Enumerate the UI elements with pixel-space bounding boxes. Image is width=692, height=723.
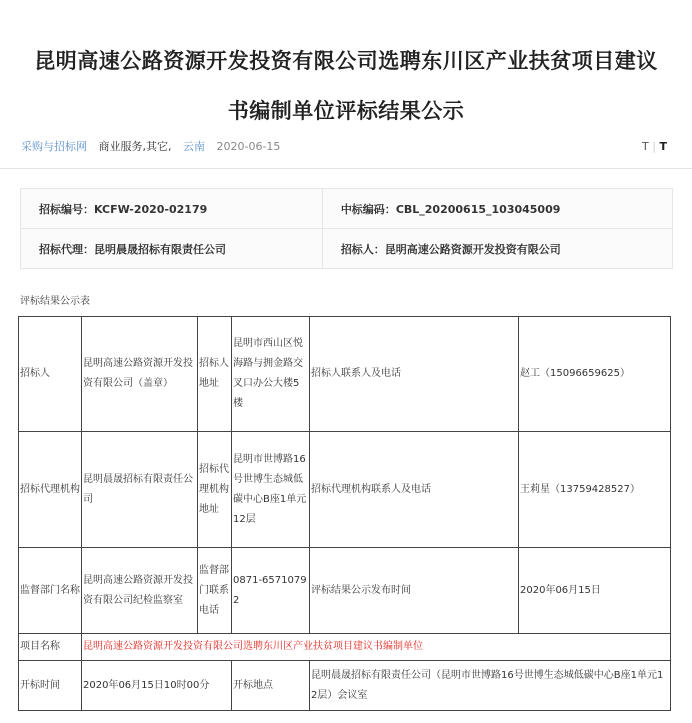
table-cell: 开标时间 [19,661,82,711]
bid-number-cell [21,189,323,229]
article-title-line1: 昆明高速公路资源开发投资有限公司选聘东川区产业扶贫项目建议 [34,49,658,73]
tenderer-name: 昆明高速公路资源开发投资有限公司 [384,242,561,256]
font-size-toggle [642,134,667,160]
bid-number-label: 招标编号： [39,202,94,216]
table-cell: 0871-65710792 [232,548,310,634]
agent-name: 昆明晨晟招标有限责任公司 [94,242,226,256]
table-cell: 招标人 [19,317,82,432]
table-cell: 开标地点 [232,661,310,711]
info-row [21,229,673,269]
header-divider [0,168,692,169]
table-row [19,661,671,711]
table-cell: 昆明市世博路16号世博生态城低碳中心B座1单元12层 [232,432,310,548]
table-cell: 监督部门联系电话 [198,548,232,634]
table-cell: 招标代理机构联系人及电话 [310,432,519,548]
font-small-button[interactable]: T [642,140,649,153]
table-cell: 招标人联系人及电话 [310,317,519,432]
table-cell: 招标人地址 [198,317,232,432]
table-row [19,432,671,548]
table-cell: 2020年06月15日 [519,548,671,634]
table-cell: 昆明晨晟招标有限责任公司（昆明市世博路16号世博生态城低碳中心B座1单元12层）会议室 [310,661,671,711]
agent-cell [21,229,323,269]
font-size-separator: | [652,140,656,153]
region-link[interactable]: 云南 [183,140,205,153]
win-code-label: 中标编码： [340,202,396,216]
bid-number: KCFW-2020-02179 [94,202,208,216]
table-cell: 昆明高速公路资源开发投资有限公司（盖章） [82,317,198,432]
table-cell: 项目名称 [19,634,82,661]
table-cell: 昆明高速公路资源开发投资有限公司纪检监察室 [82,548,198,634]
agent-label: 招标代理： [39,242,94,256]
category-text: 商业服务,其它, [98,140,172,153]
tenderer-cell [322,229,672,269]
table-cell: 王莉星（13759428527） [519,432,671,548]
info-table [20,188,673,269]
section-label: 评标结果公示表 [20,296,90,307]
result-table [18,316,671,711]
article-meta [21,134,671,160]
table-cell: 昆明市西山区悦海路与拥金路交叉口办公大楼5楼 [232,317,310,432]
table-row [19,317,671,432]
table-row [19,634,671,661]
publish-date: 2020-06-15 [216,140,281,153]
win-code: CBL_20200615_103045009 [395,202,561,216]
font-large-button[interactable]: T [659,140,667,153]
table-cell: 招标代理机构地址 [198,432,232,548]
info-row [21,189,673,229]
table-cell: 评标结果公示发布时间 [310,548,519,634]
table-cell: 昆明晨晟招标有限责任公司 [82,432,198,548]
table-cell: 招标代理机构 [19,432,82,548]
article-title [0,36,692,136]
article-title-line2: 书编制单位评标结果公示 [227,99,465,123]
project-name-cell: 昆明高速公路资源开发投资有限公司选聘东川区产业扶贫项目建议书编制单位 [82,634,671,661]
table-row [19,548,671,634]
tenderer-label: 招标人： [340,242,385,256]
table-cell: 监督部门名称 [19,548,82,634]
win-code-cell [322,189,672,229]
source-link[interactable]: 采购与招标网 [21,140,87,153]
table-cell: 2020年06月15日10时00分 [82,661,232,711]
table-cell: 赵工（15096659625） [519,317,671,432]
